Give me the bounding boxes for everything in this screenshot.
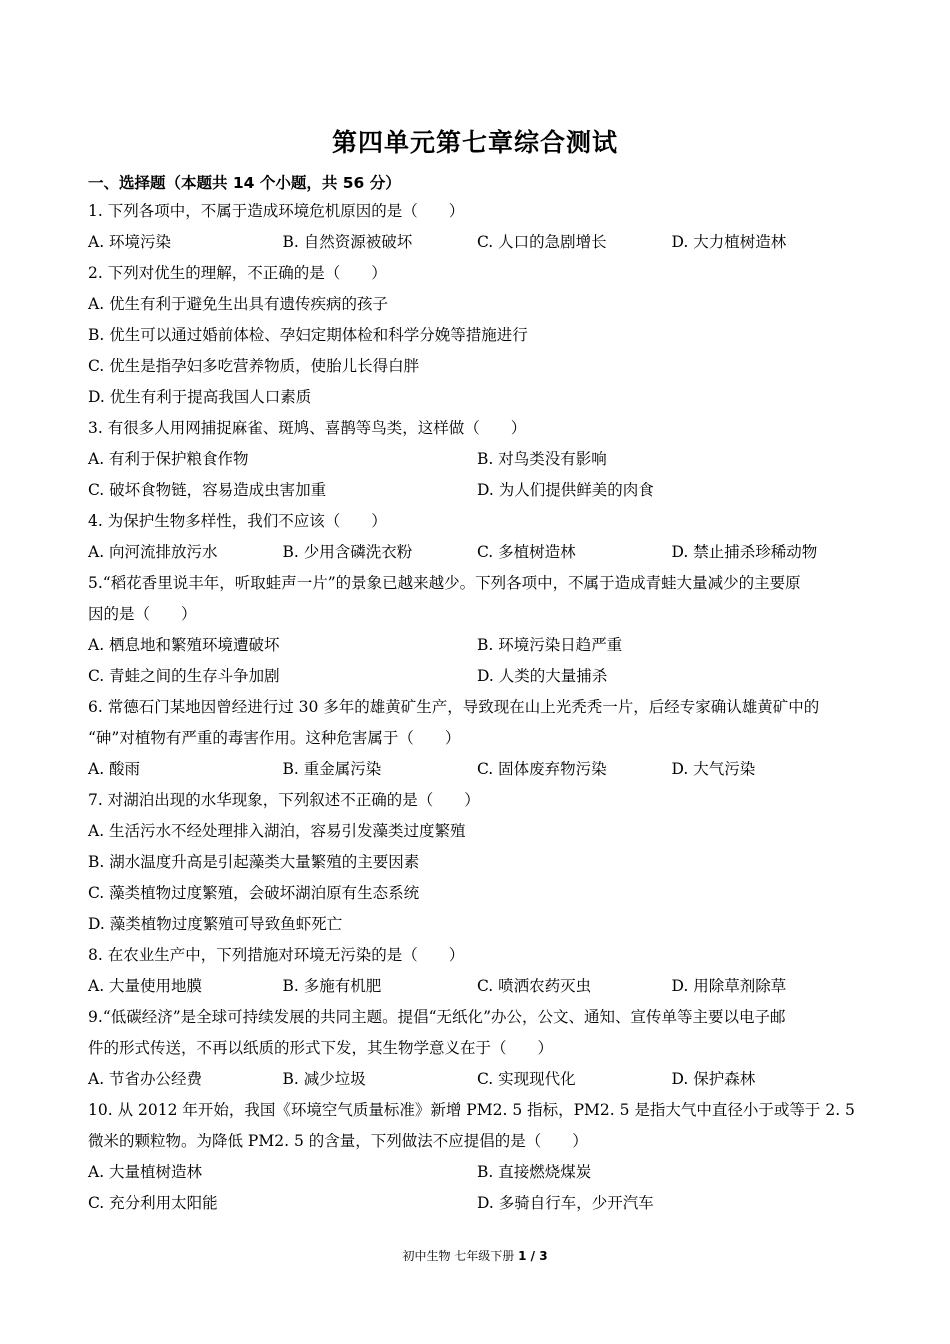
question-stem: 微米的颗粒物。为降低 PM2. 5 的含量，下列做法不应提倡的是（ ） <box>88 1132 588 1150</box>
question-stem: 1. 下列各项中，不属于造成环境危机原因的是（ ） <box>88 202 465 220</box>
option-b: B. 环境污染日趋严重 <box>477 636 623 654</box>
options-row <box>88 1157 866 1188</box>
option-c: C. 多植树造林 <box>477 543 576 561</box>
option-a: A. 酸雨 <box>88 760 141 778</box>
options-row <box>88 475 866 506</box>
option-b: B. 少用含磷洗衣粉 <box>282 543 413 561</box>
option-a: A. 栖息地和繁殖环境遭破坏 <box>88 636 280 654</box>
option-d: D. 大气污染 <box>671 760 756 778</box>
options-row <box>88 1188 866 1219</box>
option-b: B. 减少垃圾 <box>282 1070 366 1088</box>
question-stem: 4. 为保护生物多样性，我们不应该（ ） <box>88 512 387 530</box>
options-row <box>88 971 866 1002</box>
option-d: D. 禁止捕杀珍稀动物 <box>671 543 818 561</box>
question-2 <box>88 258 866 413</box>
page-title: 第四单元第七章综合测试 <box>331 128 618 157</box>
option-d: D. 藻类植物过度繁殖可导致鱼虾死亡 <box>88 915 343 933</box>
option-c: C. 藻类植物过度繁殖，会破坏湖泊原有生态系统 <box>88 884 420 902</box>
section-heading: 一、选择题（本题共 14 个小题，共 56 分） <box>88 174 401 192</box>
options-row <box>88 630 866 661</box>
option-a: A. 大量植树造林 <box>88 1163 203 1181</box>
question-stem: 3. 有很多人用网捕捉麻雀、斑鸠、喜鹊等鸟类，这样做（ ） <box>88 419 527 437</box>
option-b: B. 多施有机肥 <box>282 977 382 995</box>
option-a: A. 有利于保护粮食作物 <box>88 450 249 468</box>
question-4 <box>88 506 866 568</box>
options-row <box>88 1064 866 1095</box>
question-stem: “砷”对植物有严重的毒害作用。这种危害属于（ ） <box>88 729 461 747</box>
option-c: C. 人口的急剧增长 <box>477 233 607 251</box>
question-3 <box>88 413 866 506</box>
question-stem: 2. 下列对优生的理解，不正确的是（ ） <box>88 264 387 282</box>
option-d: D. 保护森林 <box>671 1070 756 1088</box>
question-7 <box>88 785 866 940</box>
question-stem: 10. 从 2012 年开始，我国《环境空气质量标准》新增 PM2. 5 指标，PM2. 5 是指大气中直径小于或等于 2. 5 <box>88 1101 855 1119</box>
option-c: C. 充分利用太阳能 <box>88 1194 218 1212</box>
option-c: C. 青蛙之间的生存斗争加剧 <box>88 667 280 685</box>
page-number: 1 / 3 <box>518 1249 548 1263</box>
options-row <box>88 537 866 568</box>
option-b: B. 自然资源被破坏 <box>282 233 413 251</box>
option-a: A. 向河流排放污水 <box>88 543 218 561</box>
options-row <box>88 754 866 785</box>
footer-text: 初中生物 七年级下册 <box>402 1249 515 1263</box>
question-stem: 件的形式传送，不再以纸质的形式下发，其生物学意义在于（ ） <box>88 1039 554 1057</box>
question-stem: 9.“低碳经济”是全球可持续发展的共同主题。提倡“无纸化”办公，公文、通知、宣传单等主要以电子邮 <box>88 1008 786 1026</box>
option-b: B. 湖水温度升高是引起藻类大量繁殖的主要因素 <box>88 853 420 871</box>
option-a: A. 生活污水不经处理排入湖泊，容易引发藻类过度繁殖 <box>88 822 466 840</box>
question-stem: 7. 对湖泊出现的水华现象，下列叙述不正确的是（ ） <box>88 791 480 809</box>
question-stem: 因的是（ ） <box>88 605 197 623</box>
options-row <box>88 444 866 475</box>
question-stem: 8. 在农业生产中，下列措施对环境无污染的是（ ） <box>88 946 465 964</box>
option-c: C. 优生是指孕妇多吃营养物质，使胎儿长得白胖 <box>88 357 420 375</box>
option-d: D. 优生有利于提高我国人口素质 <box>88 388 312 406</box>
option-c: C. 破坏食物链，容易造成虫害加重 <box>88 481 327 499</box>
question-1 <box>88 196 866 258</box>
question-stem: 6. 常德石门某地因曾经进行过 30 多年的雄黄矿生产，导致现在山上光秃秃一片，后经专家确认雄黄矿中的 <box>88 698 820 716</box>
option-d: D. 为人们提供鲜美的肉食 <box>477 481 654 499</box>
option-d: D. 大力植树造林 <box>671 233 787 251</box>
page-footer <box>0 1247 950 1264</box>
options-row <box>88 661 866 692</box>
options-row <box>88 227 866 258</box>
option-d: D. 用除草剂除草 <box>671 977 787 995</box>
option-c: C. 固体废弃物污染 <box>477 760 607 778</box>
option-a: A. 优生有利于避免生出具有遗传疾病的孩子 <box>88 295 389 313</box>
question-list <box>88 196 866 1219</box>
question-9 <box>88 1002 866 1095</box>
question-10 <box>88 1095 866 1219</box>
question-5 <box>88 568 866 692</box>
option-c: C. 实现现代化 <box>477 1070 576 1088</box>
option-a: A. 节省办公经费 <box>88 1070 203 1088</box>
option-b: B. 重金属污染 <box>282 760 382 778</box>
option-b: B. 对鸟类没有影响 <box>477 450 607 468</box>
question-6 <box>88 692 866 785</box>
option-d: D. 多骑自行车，少开汽车 <box>477 1194 654 1212</box>
option-a: A. 环境污染 <box>88 233 172 251</box>
option-b: B. 优生可以通过婚前体检、孕妇定期体检和科学分娩等措施进行 <box>88 326 528 344</box>
option-d: D. 人类的大量捕杀 <box>477 667 608 685</box>
question-stem: 5.“稻花香里说丰年，听取蛙声一片”的景象已越来越少。下列各项中，不属于造成青蛙大量减少的主要原 <box>88 574 801 592</box>
question-8 <box>88 940 866 1002</box>
option-a: A. 大量使用地膜 <box>88 977 203 995</box>
option-b: B. 直接燃烧煤炭 <box>477 1163 592 1181</box>
option-c: C. 喷洒农药灭虫 <box>477 977 592 995</box>
